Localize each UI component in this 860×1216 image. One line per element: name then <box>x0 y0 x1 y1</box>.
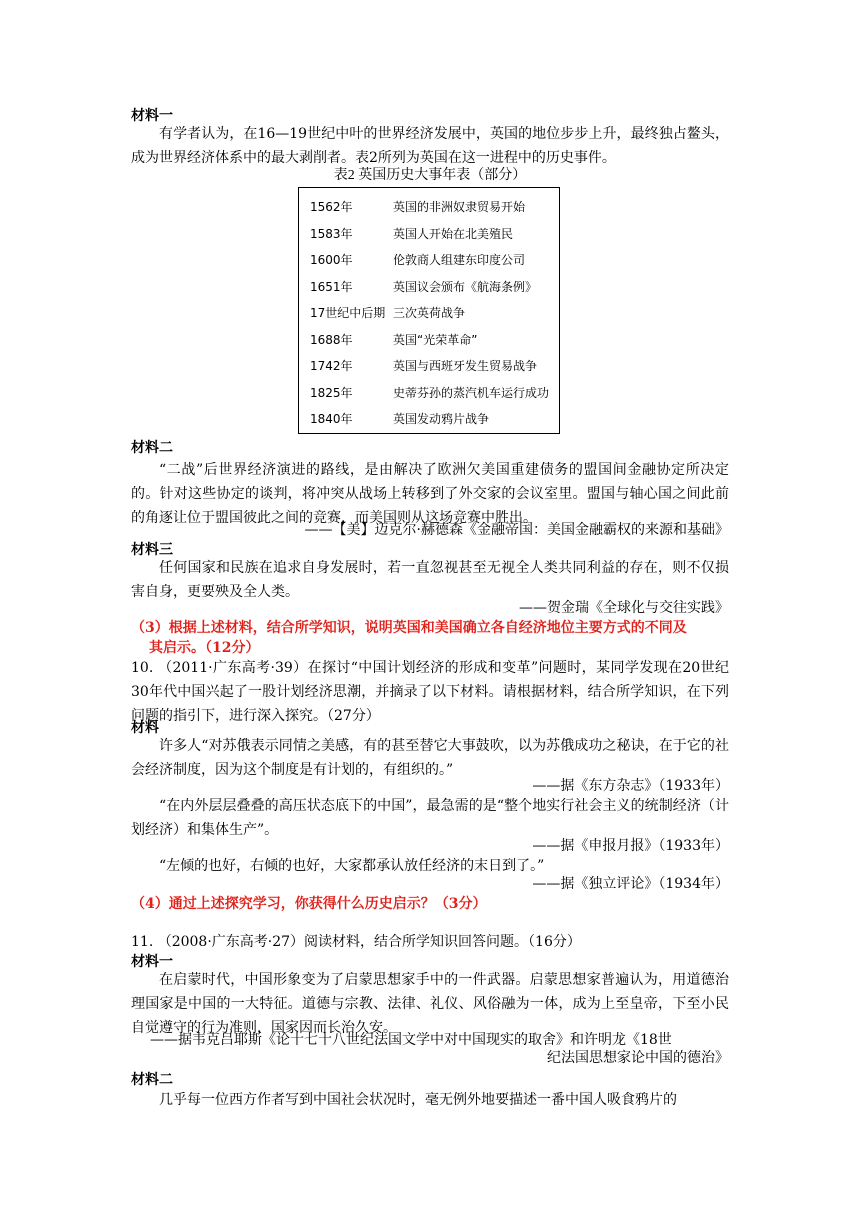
table-cell-year: 1583年 <box>310 226 353 241</box>
material-3-heading: 材料三 <box>131 542 173 558</box>
question-10-question-4: （4）通过上述探究学习，你获得什么历史启示？（3分） <box>131 896 487 912</box>
question-10-quote-3: “左倾的也好，右倾的也好，大家都承认放任经济的末日到了。” <box>159 858 545 874</box>
table-cell-event: 英国议会颁布《航海条例》 <box>393 279 538 294</box>
table-row <box>299 194 561 220</box>
question-10-source-1: ——据《东方杂志》（1933年） <box>532 778 729 794</box>
question-11-source-line-2: 纪法国思想家论中国的德治》 <box>547 1050 729 1066</box>
material-3-source: ——贺金瑞《全球化与交往实践》 <box>519 600 729 616</box>
table-cell-event: 英国与西班牙发生贸易战争 <box>393 359 538 373</box>
material-1-heading: 材料一 <box>131 108 173 124</box>
question-10-source-3: ——据《独立评论》（1934年） <box>532 876 729 892</box>
table-row <box>299 247 561 273</box>
table-cell-event: 三次英荷战争 <box>393 306 466 320</box>
question-11-material-2-heading: 材料二 <box>131 1072 173 1088</box>
question-10-quote-1: 许多人“对苏俄表示同情之美感，有的甚至替它大事鼓吹，以为苏俄成功之秘诀，在于它的社会经济制度，因为这个制度是有计划的，有组织的。” <box>131 738 729 778</box>
question-11-material-2-paragraph: 几乎每一位西方作者写到中国社会状况时，毫无例外地要描述一番中国人吸食鸦片的 <box>159 1092 677 1108</box>
table-row <box>299 327 561 353</box>
timeline-table <box>298 187 560 434</box>
question-3-line-1: （3）根据上述材料，结合所学知识，说明英国和美国确立各自经济地位主要方式的不同及 <box>131 620 687 636</box>
question-11-material-1-heading: 材料一 <box>131 954 173 970</box>
question-10-source-2: ——据《申报月报》（1933年） <box>532 838 729 854</box>
table-cell-event: 英国的非洲奴隶贸易开始 <box>393 200 526 214</box>
table-cell-year: 1562年 <box>310 200 353 214</box>
material-1-paragraph: 有学者认为，在16—19世纪中叶的世界经济发展中，英国的地位步步上升，最终独占鳌头，成为世界经济体系中的最大剥削者。表2所列为英国在这一进程中的历史事件。 <box>131 126 729 166</box>
table-caption: 表2 英国历史大事年表（部分） <box>333 168 527 183</box>
table-cell-year: 1651年 <box>310 279 353 294</box>
table-cell-year: 1742年 <box>310 359 353 373</box>
question-10-material-heading: 材料 <box>131 720 159 736</box>
table-cell-event: 伦敦商人组建东印度公司 <box>393 253 526 267</box>
table-cell-year: 1688年 <box>310 332 353 347</box>
table-row <box>299 380 561 406</box>
question-11-intro: 11. （2008·广东高考·27）阅读材料，结合所学知识回答问题。（16分） <box>131 934 581 950</box>
question-3-line-2: 其启示。（12分） <box>149 640 260 656</box>
question-10-quote-2: “在内外层层叠叠的高压状态底下的中国”，最急需的是“整个地实行社会主义的统制经济（计划经济）和集体生产”。 <box>131 798 729 838</box>
question-11-source-line-1: ——据韦克吕耶斯《论十七十八世纪法国文学中对中国现实的取舍》和许明龙《18世 <box>150 1032 672 1048</box>
material-2-source: ——【美】迈克尔·赫德森《金融帝国：美国金融霸权的来源和基础》 <box>304 522 729 538</box>
material-2-paragraph: “二战”后世界经济演进的路线，是由解决了欧洲欠美国重建债务的盟国间金融协定所决定的。针对这些协定的谈判，将冲突从战场上转移到了外交家的会议室里。盟国与轴心国之间此前的角逐让位于盟国彼此之间的竞赛，而美国则从这场竞赛中胜出。 <box>131 462 729 526</box>
material-3-paragraph: 任何国家和民族在追求自身发展时，若一直忽视甚至无视全人类共同利益的存在，则不仅损害自身，更要殃及全人类。 <box>131 560 729 600</box>
table-cell-year: 1840年 <box>310 412 353 426</box>
table-cell-event: 英国人开始在北美殖民 <box>393 226 514 241</box>
table-cell-event: 英国“光荣革命” <box>393 332 478 347</box>
question-10-intro: 10. （2011·广东高考·39）在探讨“中国计划经济的形成和变革”问题时，某同学发现在20世纪30年代中国兴起了一股计划经济思潮，并摘录了以下材料。请根据材料，结合所学知识，在下列问题的指引下，进行深入探究。（27分） <box>131 660 729 724</box>
table-cell-year: 1600年 <box>310 253 353 267</box>
table-cell-event: 史蒂芬孙的蒸汽机车运行成功 <box>393 385 550 400</box>
table-row <box>299 221 561 247</box>
table-row <box>299 300 561 326</box>
table-row <box>299 406 561 432</box>
table-row <box>299 274 561 300</box>
material-2-heading: 材料二 <box>131 440 173 456</box>
table-cell-event: 英国发动鸦片战争 <box>393 412 490 426</box>
table-cell-year: 1825年 <box>310 385 353 400</box>
table-cell-year: 17世纪中后期 <box>310 306 386 320</box>
question-11-material-1-paragraph: 在启蒙时代，中国形象变为了启蒙思想家手中的一件武器。启蒙思想家普遍认为，用道德治理国家是中国的一大特征。道德与宗教、法律、礼仪、风俗融为一体，成为上至皇帝，下至小民自觉遵守的行为准则，国家因而长治久安。 <box>131 972 729 1036</box>
table-row <box>299 353 561 379</box>
